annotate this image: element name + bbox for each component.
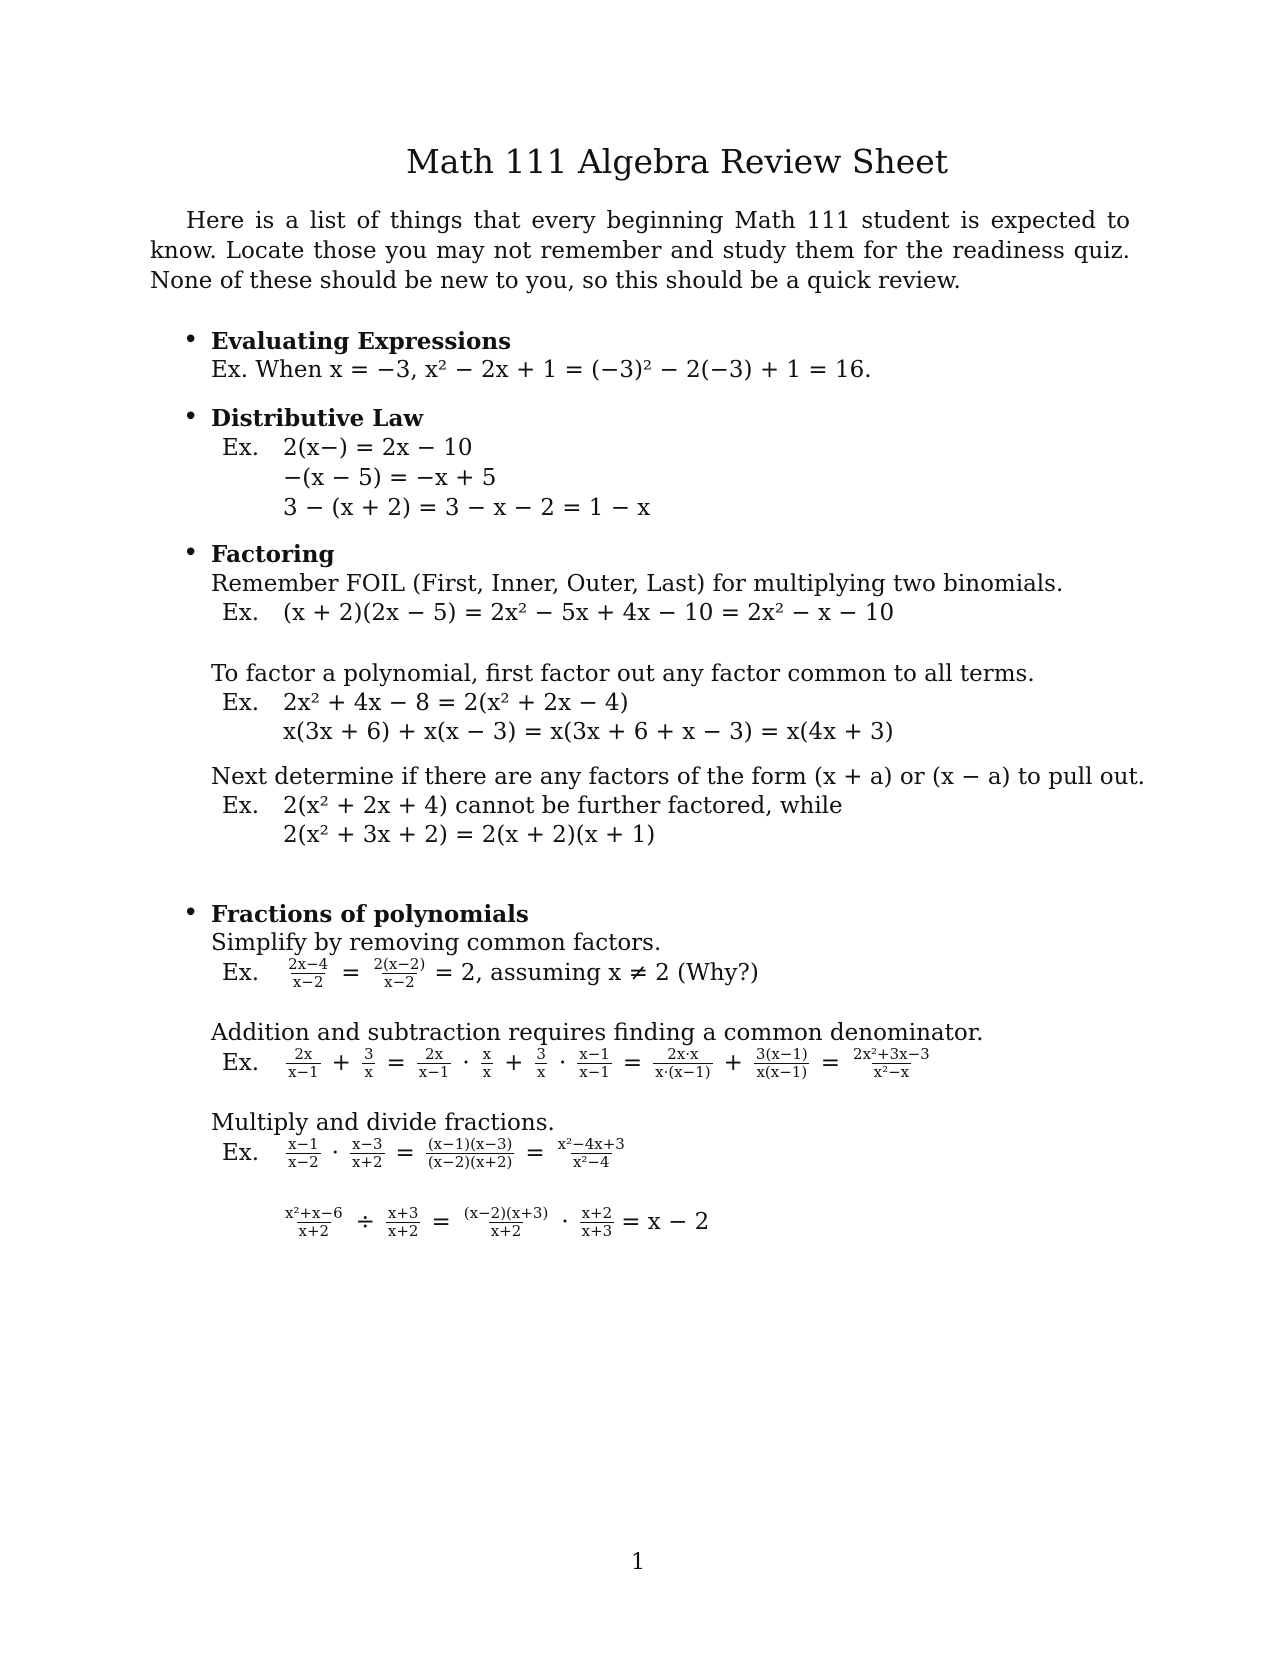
evaluating-example: Ex. When x = −3, x² − 2x + 1 = (−3)² − 2(−3) + 1 = 16. xyxy=(211,357,872,383)
bullet-marker: • xyxy=(183,325,199,355)
example-label: Ex. xyxy=(222,793,260,819)
addsub-text: Addition and subtraction requires finding a common denominator. xyxy=(211,1020,984,1046)
distributive-example-3: 3 − (x + 2) = 3 − x − 2 = 1 − x xyxy=(283,495,651,521)
next-step-example-2: 2(x² + 3x + 2) = 2(x + 2)(x + 1) xyxy=(283,822,656,848)
plus-sign: + xyxy=(504,1050,524,1076)
distributive-example-2: −(x − 5) = −x + 5 xyxy=(283,465,497,491)
intro-text: Here is a list of things that every beginning Math 111 student is expected to know. Locate those you may not remember and study them for the readiness quiz. None of these should be new to you, so this should be a quick review. xyxy=(150,208,1130,294)
distributive-example-1: 2(x−) = 2x − 10 xyxy=(283,435,473,461)
section-heading-distributive: Distributive Law xyxy=(211,405,424,432)
equals-sign: = xyxy=(431,1209,451,1235)
fraction: $\frac{3(x-1)}{x(x-1)}$ xyxy=(755,1044,808,1081)
common-factor-text: To factor a polynomial, first factor out any factor common to all terms. xyxy=(211,661,1035,687)
bullet-marker: • xyxy=(183,538,199,568)
fraction: $\frac{(x-1)(x-3)}{(x-2)(x+2)}$ xyxy=(427,1134,513,1171)
common-factor-example-1: 2x² + 4x − 8 = 2(x² + 2x − 4) xyxy=(283,690,629,716)
fraction: $\frac{x}{x}$ xyxy=(482,1044,492,1081)
fraction: $\frac{2x\cdot x}{x\cdot(x-1)}$ xyxy=(655,1044,711,1081)
fraction: $\frac{x-3}{x+2}$ xyxy=(351,1134,383,1171)
equals-sign: = xyxy=(622,1050,643,1076)
fraction: $\frac{\text{x²−4x+3}}{\text{x²−4}}$ xyxy=(557,1134,625,1171)
section-heading-evaluating: Evaluating Expressions xyxy=(211,328,512,355)
next-step-text: Next determine if there are any factors of the form (x + a) or (x − a) to pull out. xyxy=(211,764,1145,790)
dot-operator: · xyxy=(331,1140,339,1166)
fraction: $\frac{2x}{x-1}$ xyxy=(418,1044,450,1081)
divide-example xyxy=(280,1202,709,1242)
page-number: 1 xyxy=(631,1550,645,1575)
bullet-marker: • xyxy=(183,402,199,432)
equals-sign: = xyxy=(386,1050,406,1076)
equals-sign: = xyxy=(341,960,361,986)
intro-paragraph xyxy=(150,206,1130,296)
example-label: Ex. xyxy=(222,435,260,461)
equals-sign: = xyxy=(395,1140,415,1166)
fraction: $\frac{x-1}{x-1}$ xyxy=(579,1044,610,1081)
fraction: $\frac{3}{x}$ xyxy=(363,1044,374,1081)
fraction: $\frac{2(x-2)}{x-2}$ xyxy=(373,954,426,991)
example-label: Ex. xyxy=(222,1050,260,1076)
fraction: $\frac{x+3}{x+2}$ xyxy=(387,1203,419,1240)
fraction: $\frac{3}{x}$ xyxy=(536,1044,546,1081)
example-label: Ex. xyxy=(222,1140,260,1166)
common-factor-example-2: x(3x + 6) + x(x − 3) = x(3x + 6 + x − 3) = x(4x + 3) xyxy=(283,719,894,745)
section-heading-fractions: Fractions of polynomials xyxy=(211,901,529,928)
fraction: $\frac{x-1}{x-2}$ xyxy=(288,1134,319,1171)
fraction: $\frac{2x-4}{x-2}$ xyxy=(288,954,329,991)
dot-operator: · xyxy=(558,1050,567,1076)
divide-sign: ÷ xyxy=(355,1209,375,1235)
equals-sign: = xyxy=(525,1140,545,1166)
foil-example: (x + 2)(2x − 5) = 2x² − 5x + 4x − 10 = 2x² − x − 10 xyxy=(283,600,895,626)
fraction: $\frac{x+2}{x+3}$ xyxy=(581,1203,613,1240)
example-label: Ex. xyxy=(222,960,260,986)
fraction: $\frac{\text{x²+x−6}}{x+2}$ xyxy=(285,1203,343,1240)
example-label: Ex. xyxy=(222,600,260,626)
simplify-example xyxy=(222,953,759,993)
fraction: $\frac{(x-2)(x+3)}{x+2}$ xyxy=(463,1203,549,1240)
divide-result: = x − 2 xyxy=(621,1209,710,1235)
dot-operator: · xyxy=(561,1209,569,1235)
fraction: $\frac{\text{2x²+3x−3}}{\text{x²−x}}$ xyxy=(853,1044,930,1081)
section-heading-factoring: Factoring xyxy=(211,541,335,568)
plus-sign: + xyxy=(723,1050,743,1076)
multiply-example xyxy=(222,1133,630,1173)
muldiv-text: Multiply and divide fractions. xyxy=(211,1110,555,1136)
fraction: $\frac{2x}{x-1}$ xyxy=(288,1044,319,1081)
page-title: Math 111 Algebra Review Sheet xyxy=(406,142,949,181)
simplify-result: = 2, assuming x ≠ 2 (Why?) xyxy=(434,960,759,986)
addsub-example xyxy=(222,1043,935,1083)
equals-sign: = xyxy=(820,1050,841,1076)
example-label: Ex. xyxy=(222,690,260,716)
next-step-example-1: 2(x² + 2x + 4) cannot be further factored, while xyxy=(283,793,843,819)
foil-text: Remember FOIL (First, Inner, Outer, Last) for multiplying two binomials. xyxy=(211,571,1064,597)
simplify-text: Simplify by removing common factors. xyxy=(211,930,662,956)
plus-sign: + xyxy=(331,1050,351,1076)
dot-operator: · xyxy=(462,1050,470,1076)
bullet-marker: • xyxy=(183,898,199,928)
